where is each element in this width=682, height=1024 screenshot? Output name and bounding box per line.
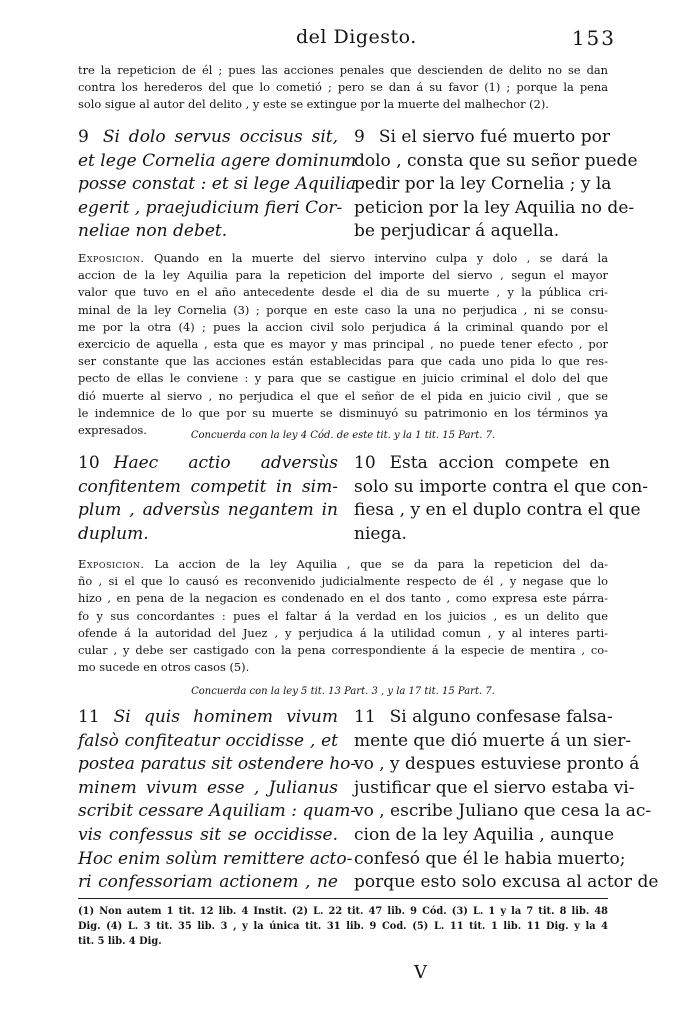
latin-line: [78, 452, 338, 476]
text-line: mo sucede en otros casos (5).: [78, 660, 250, 675]
latin-line: vis confessus sit se occidisse.: [78, 824, 338, 845]
latin-text: [78, 706, 357, 895]
law-number: 11: [354, 707, 376, 727]
spanish-line: mente que dió muerte á un sier-: [354, 730, 632, 751]
spanish-line-text: Si el siervo fué muerto por: [378, 127, 610, 147]
spanish-line: niega.: [354, 523, 407, 544]
text-line-body: La accion de la ley Aquilia , que se da para la repeticion del da-: [154, 557, 608, 571]
text-line: contra los herederos del que lo cometió ; pero se dan á su favor (1) ; porque la pena: [78, 80, 608, 95]
latin-line: et lege Cornelia agere dominum: [78, 150, 357, 171]
latin-line: [78, 706, 338, 730]
exposition-2: [78, 556, 608, 676]
law-10: [78, 452, 649, 548]
text-line: [78, 556, 608, 573]
running-title: del Digesto.: [296, 26, 417, 48]
latin-line: postea paratus sit ostendere ho-: [78, 754, 357, 775]
spanish-line: confesó que él le habia muerto;: [354, 848, 626, 869]
text-line: [78, 250, 608, 267]
spanish-line: vo , y despues estuviese pronto á: [354, 754, 640, 775]
text-line: ño , si el que lo causó es reconvenido judicialmente respecto de él , y negase que lo: [78, 574, 608, 589]
footnotes: [78, 904, 608, 949]
spanish-line: [354, 706, 613, 730]
footnote-line: tit. 5 lib. 4 Dig.: [78, 936, 162, 947]
law-number: 11: [78, 707, 100, 727]
text-line: ser constante que las acciones están establecidas para que cada uno pida lo que res-: [78, 354, 608, 369]
exposition-1: [78, 250, 608, 439]
latin-line: falsò confiteatur occidisse , et: [78, 730, 338, 751]
law-11: [78, 706, 659, 896]
footnote-divider: [78, 898, 608, 899]
text-line: cular , y debe ser castigado con la pena correspondiente á la especie de mentira , co-: [78, 643, 608, 658]
spanish-line: dolo , consta que su señor puede: [354, 150, 638, 171]
latin-line-text: Si dolo servus occisus sit,: [102, 127, 338, 147]
exposition-lead: Exposicion.: [78, 251, 145, 265]
spanish-line-text: Si alguno confesase falsa-: [389, 707, 613, 727]
text-line: pecto de ellas le conviene : y para que se castigue en juicio criminal el dolo del que: [78, 371, 608, 386]
text-line: dió muerte al siervo , no perjudica el que el señor de el pida en juicio civil , que se: [78, 388, 608, 403]
spanish-line: fiesa , y en el duplo contra el que: [354, 500, 641, 521]
spanish-text: [354, 706, 659, 895]
text-line: me por la otra (4) ; pues la accion civil solo perjudica á la criminal quando por el: [78, 319, 608, 334]
latin-line: posse constat : et si lege Aquilia: [78, 174, 357, 195]
concordance-note-2: Concuerda con la ley 5 tit. 13 Part. 3 , y la 17 tit. 15 Part. 7.: [191, 686, 495, 697]
page-header: [0, 26, 682, 54]
latin-line: minem vivum esse , Julianus: [78, 777, 338, 798]
latin-line-text: Haec actio adversùs: [113, 453, 338, 473]
latin-line: scribit cessare Aquiliam : quam-: [78, 801, 357, 822]
spanish-line: vo , escribe Juliano que cesa la ac-: [354, 801, 652, 822]
spanish-line: [354, 126, 610, 150]
latin-line: ri confessoriam actionem , ne: [78, 872, 338, 893]
spanish-text: [354, 452, 649, 546]
latin-line: plum , adversùs negantem in: [78, 500, 338, 521]
latin-text: [78, 126, 357, 244]
law-number: 10: [78, 453, 100, 473]
spanish-text: [354, 126, 638, 244]
law-number: 9: [78, 127, 89, 147]
text-line: le indemnice de lo que por su muerte se disminuyó su patrimonio en los términos ya: [78, 405, 608, 420]
law-9: [78, 126, 638, 246]
latin-text: [78, 452, 338, 546]
law-number: 9: [354, 127, 365, 147]
spanish-line: be perjudicar á aquella.: [354, 221, 560, 242]
spanish-line: pedir por la ley Cornelia ; y la: [354, 174, 612, 195]
footnote-line: Dig. (4) L. 3 tit. 35 lib. 3 , y la única tit. 31 lib. 9 Cod. (5) L. 11 tit. 1 lib. 11 Dig. y la 4: [78, 921, 608, 932]
text-line: hizo , en pena de la negacion es condenado en el dos tanto , como expresa este párra-: [78, 591, 608, 606]
text-line: solo sigue al autor del delito , y este se extingue por la muerte del malhechor (2).: [78, 97, 549, 112]
spanish-line: porque esto solo excusa al actor de: [354, 872, 659, 893]
intro-paragraph: [78, 62, 608, 114]
latin-line: [78, 126, 338, 150]
latin-line: egerit , praejudicium fieri Cor-: [78, 197, 343, 218]
spanish-line-text: Esta accion compete en: [389, 453, 610, 473]
latin-line: Hoc enim solùm remittere acto-: [78, 848, 353, 869]
latin-line: duplum.: [78, 523, 149, 544]
text-line: ofende á la autoridad del Juez , y perjudica á la utilidad comun , y al interes parti-: [78, 625, 608, 640]
text-line: expresados.: [78, 423, 147, 438]
text-line: tre la repeticion de él ; pues las acciones penales que descienden de delito no se dan: [78, 63, 608, 77]
text-line: fo y sus concordantes : pues el faltar á la verdad en los juicios , es un delito que: [78, 608, 608, 623]
text-line: minal de la ley Cornelia (3) ; porque en este caso la una no perjudica , ni se consu-: [78, 302, 608, 317]
latin-line-text: Si quis hominem vivum: [113, 707, 338, 727]
spanish-line: peticion por la ley Aquilia no de-: [354, 197, 635, 218]
law-number: 10: [354, 453, 376, 473]
exposition-lead: Exposicion.: [78, 557, 145, 571]
latin-line: neliae non debet.: [78, 221, 228, 242]
latin-line: confitentem competit in sim-: [78, 476, 338, 497]
concordance-note-1: Concuerda con la ley 4 Cód. de este tit. y la 1 tit. 15 Part. 7.: [190, 430, 496, 441]
spanish-line: solo su importe contra el que con-: [354, 476, 649, 497]
text-line: valor que tuvo en el año antecedente desde el dia de su muerte , y la pública cri-: [78, 285, 608, 300]
spanish-line: cion de la ley Aquilia , aunque: [354, 824, 615, 845]
spanish-line: justificar que el siervo estaba vi-: [354, 777, 635, 798]
page-number: 153: [571, 26, 616, 50]
text-line: accion de la ley Aquilia para la repeticion del importe del siervo , segun el mayor: [78, 268, 608, 283]
footnote-line: (1) Non autem 1 tit. 12 lib. 4 Instit. (2) L. 22 tit. 47 lib. 9 Cód. (3) L. 1 y la 7 tit. 8 lib. 48: [78, 906, 608, 917]
text-line-body: Quando en la muerte del siervo intervino culpa y dolo , se dará la: [154, 251, 608, 265]
signature-mark: V: [414, 962, 427, 983]
spanish-line: [354, 452, 610, 476]
text-line: exercicio de aquella , esta que es mayor y mas principal , no puede tener efecto , por: [78, 337, 608, 352]
